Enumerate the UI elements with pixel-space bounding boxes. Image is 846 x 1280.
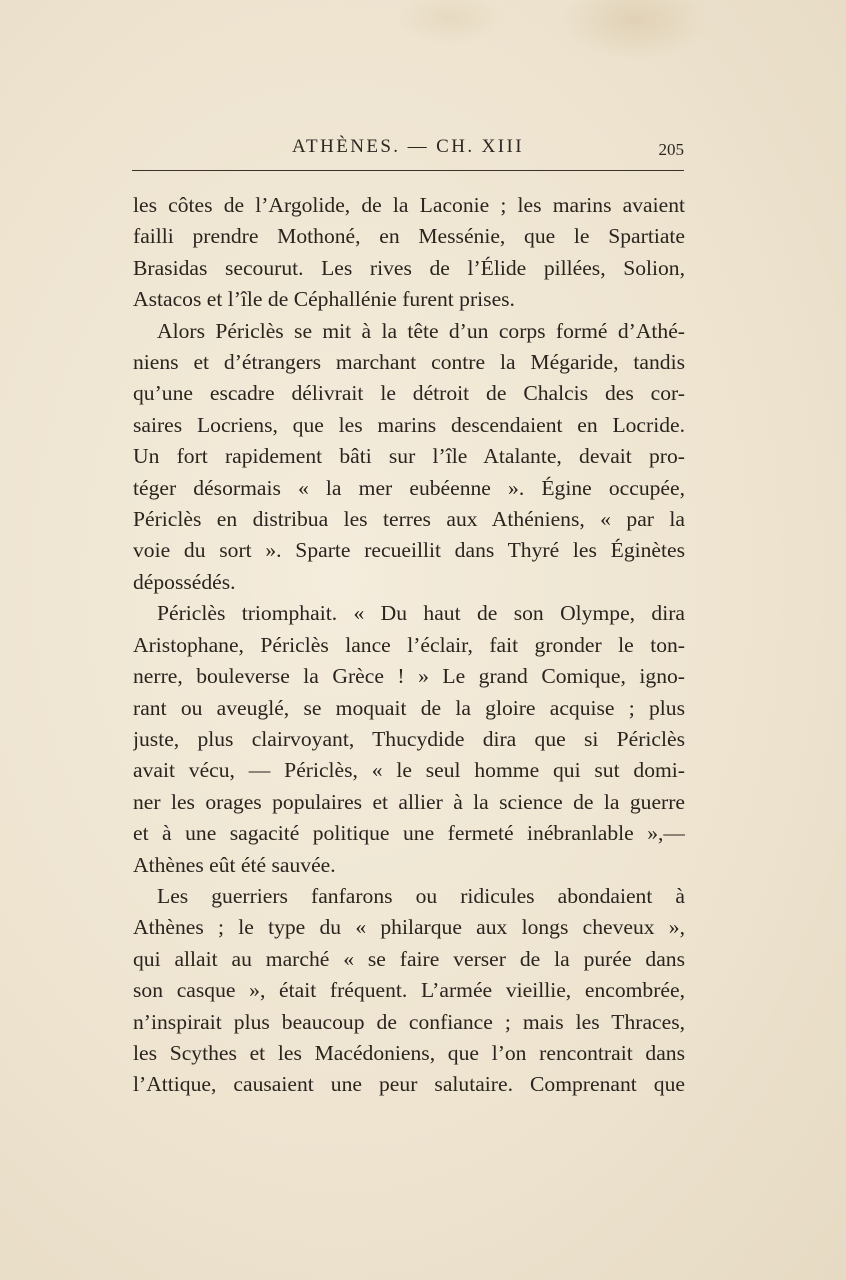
text-line: qui allait au marché « se faire verser de la purée dans (133, 946, 685, 971)
text-line: Athènes eût été sauvée. (133, 852, 336, 877)
text-line: juste, plus clairvoyant, Thucydide dira que si Périclès (133, 726, 685, 751)
paragraph (133, 598, 685, 881)
running-head (132, 136, 684, 162)
text-line: Un fort rapidement bâti sur l’île Atalante, devait pro- (133, 444, 685, 469)
text-line: Périclès en distribua les terres aux Athéniens, « par la (133, 507, 685, 532)
text-line: l’Attique, causaient une peur salutaire. Comprenant que (133, 1072, 685, 1097)
text-line: Athènes ; le type du « philarque aux longs cheveux », (133, 915, 685, 940)
text-line: niens et d’étrangers marchant contre la Mégaride, tandis (133, 350, 685, 375)
text-line: voie du sort ». Sparte recueillit dans Thyré les Éginètes (133, 538, 685, 563)
text-line: failli prendre Mothoné, en Messénie, que le Spartiate (133, 224, 685, 249)
text-line: Astacos et l’île de Céphallénie furent prises. (133, 287, 515, 312)
text-line: Périclès triomphait. « Du haut de son Olympe, dira (157, 601, 685, 626)
text-line: nerre, bouleverse la Grèce ! » Le grand Comique, igno- (133, 664, 685, 689)
header-rule (132, 170, 684, 171)
text-line: saires Locriens, que les marins descendaient en Locride. (133, 412, 685, 437)
text-line: dépossédés. (133, 569, 236, 594)
text-line: Brasidas secourut. Les rives de l’Élide pillées, Solion, (133, 255, 685, 280)
paper-stain (395, 0, 505, 45)
paragraph (133, 316, 685, 599)
text-line: Les guerriers fanfarons ou ridicules abondaient à (157, 883, 685, 908)
text-line: son casque », était fréquent. L’armée vieillie, encombrée, (133, 978, 685, 1003)
text-line: rant ou aveuglé, se moquait de la gloire acquise ; plus (133, 695, 685, 720)
text-line: qu’une escadre délivrait le détroit de Chalcis des cor- (133, 381, 685, 406)
body-text (133, 190, 685, 1101)
page-number: 205 (658, 140, 684, 159)
text-line: les Scythes et les Macédoniens, que l’on rencontrait dans (133, 1040, 685, 1065)
text-line: avait vécu, — Périclès, « le seul homme qui sut domi- (133, 758, 685, 783)
text-line: Alors Périclès se mit à la tête d’un corps formé d’Athé- (157, 318, 685, 343)
paragraph (133, 190, 685, 316)
text-line: les côtes de l’Argolide, de la Laconie ; les marins avaient (133, 193, 685, 217)
paragraph (133, 881, 685, 1101)
text-line: ner les orages populaires et allier à la science de la guerre (133, 789, 685, 814)
text-line: téger désormais « la mer eubéenne ». Égine occupée, (133, 475, 685, 500)
text-line: et à une sagacité politique une fermeté inébranlable »,— (133, 821, 685, 846)
text-line: Aristophane, Périclès lance l’éclair, fait gronder le ton- (133, 632, 685, 657)
running-title: ATHÈNES. — CH. XIII (292, 136, 524, 157)
paper-stain (560, 0, 710, 60)
text-line: n’inspirait plus beaucoup de confiance ; mais les Thraces, (133, 1009, 685, 1034)
